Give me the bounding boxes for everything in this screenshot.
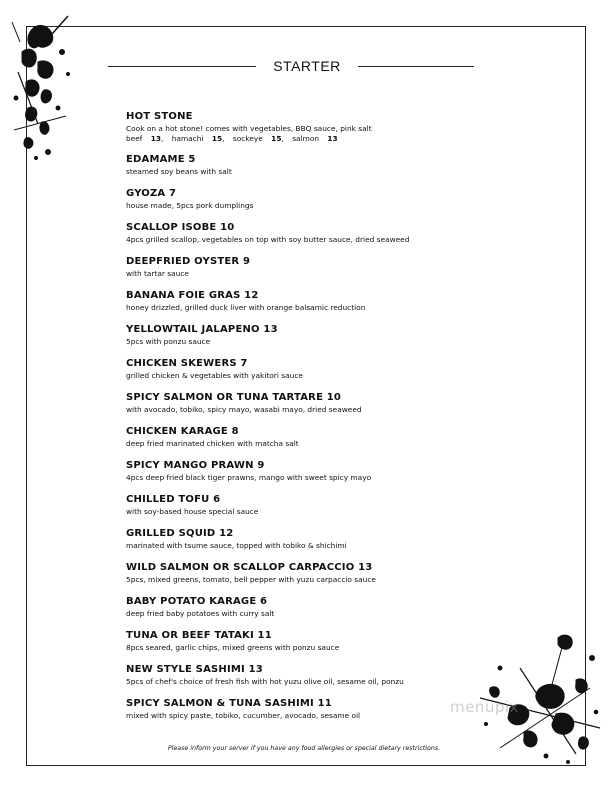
item-name: SPICY MANGO PRAWN 9 [126, 460, 265, 471]
menu-item [126, 561, 526, 595]
item-desc: 4pcs grilled scallop, vegetables on top with soy butter sauce, dried seaweed [126, 235, 410, 244]
header-rule-right [358, 66, 474, 67]
item-desc: 5pcs of chef's choice of fresh fish with hot yuzu olive oil, sesame oil, ponzu [126, 677, 404, 686]
menu-item [126, 425, 526, 459]
item-name: BABY POTATO KARAGE 6 [126, 596, 268, 607]
item-desc: house made, 5pcs pork dumplings [126, 201, 254, 210]
option-sockeye: sockeye 15, [232, 134, 284, 143]
item-name: HOT STONE [126, 111, 193, 122]
menu-items-list [126, 110, 526, 731]
item-name: NEW STYLE SASHIMI 13 [126, 664, 263, 675]
item-desc: grilled chicken & vegetables with yakitori sauce [126, 371, 303, 380]
item-desc: 4pcs deep fried black tiger prawns, mango with sweet spicy mayo [126, 473, 372, 482]
header-rule-left [108, 66, 256, 67]
item-name: YELLOWTAIL JALAPENO 13 [126, 324, 278, 335]
menu-item [126, 255, 526, 289]
menu-item [126, 527, 526, 561]
option-hamachi: hamachi 15, [171, 134, 225, 143]
option-beef: beef 13, [126, 134, 164, 143]
item-name: GYOZA 7 [126, 188, 177, 199]
item-name: DEEPFRIED OYSTER 9 [126, 256, 251, 267]
item-desc: 8pcs seared, garlic chips, mixed greens with ponzu sauce [126, 643, 340, 652]
menu-item [126, 153, 526, 187]
menu-item [126, 289, 526, 323]
item-name: GRILLED SQUID 12 [126, 528, 234, 539]
item-name: SCALLOP ISOBE 10 [126, 222, 235, 233]
item-desc: 5pcs with ponzu sauce [126, 337, 211, 346]
ink-splatter-top-left [8, 12, 78, 162]
item-name: SPICY SALMON OR TUNA TARTARE 10 [126, 392, 342, 403]
item-name: TUNA OR BEEF TATAKI 11 [126, 630, 272, 641]
hot-stone-options [126, 134, 526, 144]
option-salmon: salmon 13 [292, 134, 338, 143]
item-desc: with tartar sauce [126, 269, 189, 278]
item-desc: mixed with spicy paste, tobiko, cucumber, avocado, sesame oil [126, 711, 361, 720]
item-desc: marinated with tsume sauce, topped with tobiko & shichimi [126, 541, 347, 550]
menu-item [126, 357, 526, 391]
allergy-note [0, 745, 612, 752]
item-name: EDAMAME 5 [126, 154, 196, 165]
menu-item [126, 323, 526, 357]
item-name: BANANA FOIE GRAS 12 [126, 290, 259, 301]
menu-item [126, 391, 526, 425]
item-name: SPICY SALMON & TUNA SASHIMI 11 [126, 698, 332, 709]
item-desc: 5pcs, mixed greens, tomato, bell pepper with yuzu carpaccio sauce [126, 575, 376, 584]
item-desc: deep fried marinated chicken with matcha salt [126, 439, 299, 448]
menu-item [126, 187, 526, 221]
menu-item [126, 629, 526, 663]
item-desc: steamed soy beans with salt [126, 167, 232, 176]
item-desc: with soy-based house special sauce [126, 507, 259, 516]
item-name: CHILLED TOFU 6 [126, 494, 221, 505]
menu-item [126, 459, 526, 493]
item-desc: deep fried baby potatoes with curry salt [126, 609, 275, 618]
menu-item-hot-stone [126, 110, 526, 153]
item-name: CHICKEN SKEWERS 7 [126, 358, 248, 369]
item-name: CHICKEN KARAGE 8 [126, 426, 239, 437]
item-desc: with avocado, tobiko, spicy mayo, wasabi mayo, dried seaweed [126, 405, 362, 414]
item-desc: honey drizzled, grilled duck liver with orange balsamic reduction [126, 303, 366, 312]
menu-item [126, 663, 526, 697]
menu-item [126, 493, 526, 527]
section-title: STARTER [273, 58, 341, 74]
menu-item [126, 595, 526, 629]
allergy-note-text: Please inform your server if you have any food allergies or special dietary restrictions. [167, 745, 441, 752]
item-name: WILD SALMON OR SCALLOP CARPACCIO 13 [126, 562, 373, 573]
section-header [0, 58, 612, 78]
item-desc: Cook on a hot stone! comes with vegetables, BBQ sauce, pink salt [126, 124, 372, 133]
menu-item [126, 221, 526, 255]
watermark: menupix [450, 698, 519, 716]
